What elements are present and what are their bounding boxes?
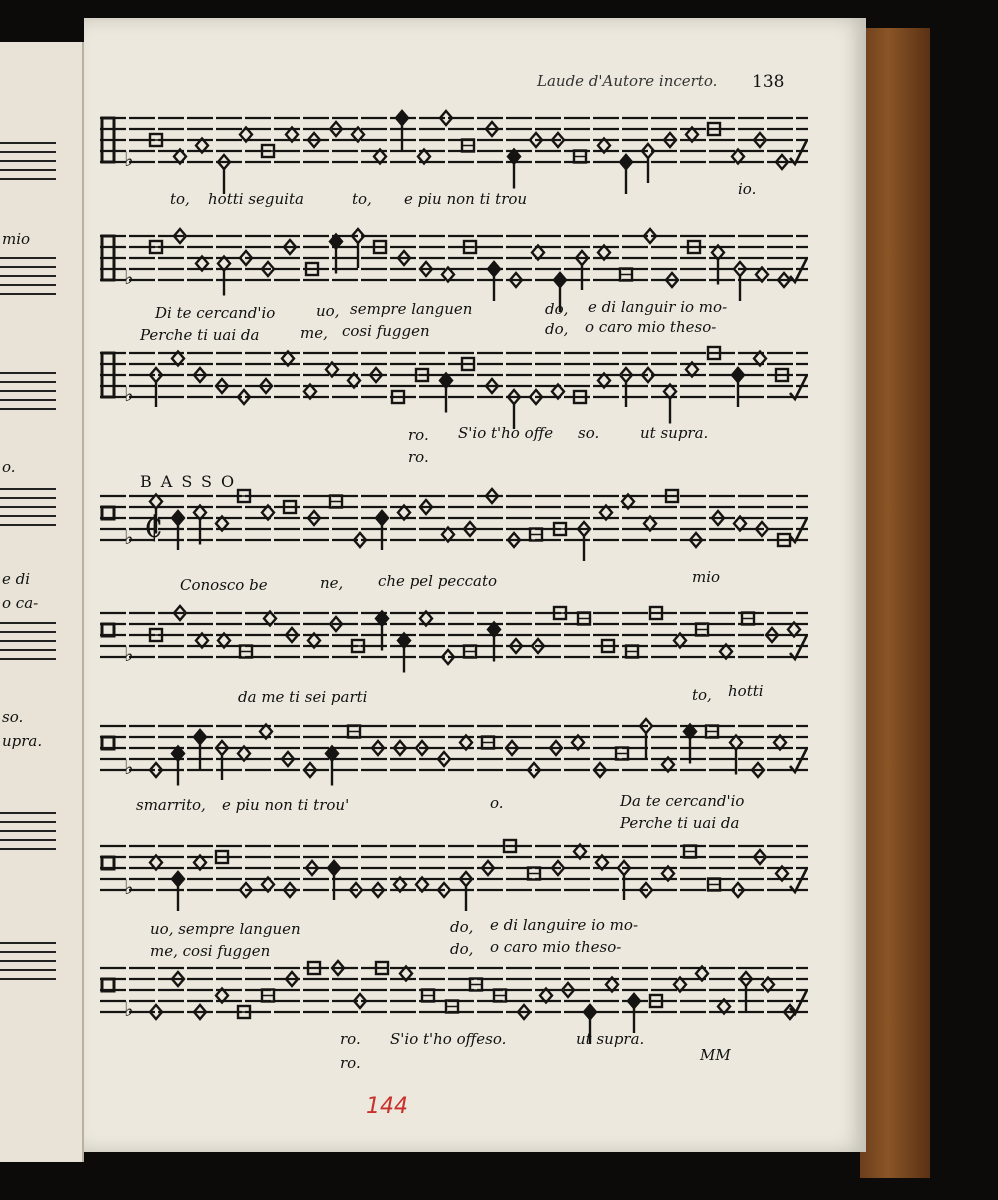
staff-system-4 [100,488,810,554]
flat-sign: ♭ [124,265,134,289]
minim-note [172,872,184,886]
lyric: da me ti sei parti [238,688,368,706]
flat-sign: ♭ [124,382,134,406]
staff-system-6 [100,718,810,784]
lyric: e piu non ti trou [404,190,528,208]
staff-svg [100,838,810,908]
staff-svg [100,718,810,788]
voice-label: BASSO [140,472,244,491]
lyric: e piu non ti trou' [222,796,350,814]
minim-note [628,994,640,1008]
lyric: hotti [728,682,764,700]
lyric: sempre languen [350,300,473,318]
lyric: S'io t'ho offe [458,424,554,442]
mensuration-sign: ₵ [144,510,164,545]
lyric: to, [170,190,190,208]
lyric: cosi fuggen [342,322,430,340]
lyric: mio [692,568,721,586]
staff-fragment [0,372,56,412]
minim-note [172,511,184,525]
left-lyric-3: e di [2,570,31,588]
lyric: che pel peccato [378,572,498,590]
staff-fragment [0,622,56,662]
lyric: do, [545,320,569,338]
staff-fragment [0,142,56,182]
lyric: Di te cercand'io [155,304,276,322]
lyric: ro. [408,448,429,466]
lyric: o caro mio theso- [490,938,622,956]
minim-note [584,1005,596,1019]
lyric: ro. [340,1054,361,1072]
left-lyric-6: upra. [2,732,43,750]
left-lyric-4: o ca- [2,594,39,612]
lyric: Conosco be [180,576,268,594]
lyric: ro. [408,426,429,444]
flat-sign: ♭ [124,875,134,899]
lyric: do, [450,940,474,958]
flat-sign: ♭ [124,525,134,549]
handwritten-folio-number: 144 [366,1094,408,1119]
left-lyric-1: mio [2,230,31,248]
lyric: to, [352,190,372,208]
lyric: io. [738,180,757,198]
lyric: to, [692,686,712,704]
staff-system-1 [100,110,810,176]
lyric: me, cosi fuggen [150,942,271,960]
lyric: o caro mio theso- [585,318,717,336]
staff-system-5 [100,605,810,671]
lyric: ro. [340,1030,361,1048]
staff-system-2 [100,228,810,294]
staff-svg [100,488,810,558]
flat-sign: ♭ [124,642,134,666]
left-lyric-5: so. [2,708,24,726]
lyric: uo, [316,302,340,320]
minim-note [732,368,744,382]
book-cover [860,28,930,1178]
left-page [0,42,84,1162]
flat-sign: ♭ [124,147,134,171]
lyric: hotti seguita [208,190,304,208]
staff-system-7 [100,838,810,904]
minim-note [554,273,566,287]
staff-fragment [0,812,56,852]
lyric: e di languir io mo- [588,298,728,316]
lyric: e di languire io mo- [490,916,639,934]
signature-mark: MM [700,1046,731,1064]
staff-system-8 [100,960,810,1026]
running-title: Laude d'Autore incerto. [537,72,718,90]
left-lyric-2: o. [2,458,16,476]
staff-fragment [0,488,56,528]
staff-fragment [0,942,56,982]
flat-sign: ♭ [124,997,134,1021]
staff-fragment [0,257,56,297]
staff-svg [100,110,810,180]
lyric: smarrito, [136,796,206,814]
staff-system-3 [100,345,810,411]
minim-note [620,155,632,169]
staff-svg [100,228,810,298]
minim-note [376,511,388,525]
lyric: Perche ti uai da [620,814,740,832]
lyric: S'io t'ho offeso. [390,1030,507,1048]
minim-note [396,111,408,125]
lyric: ne, [320,574,344,592]
lyric: uo, sempre languen [150,920,301,938]
staff-svg [100,605,810,675]
lyric: do, [545,300,569,318]
lyric: do, [450,918,474,936]
lyric: Da te cercand'io [620,792,745,810]
lyric: ut supra. [640,424,709,442]
lyric: so. [578,424,600,442]
lyric: o. [490,794,504,812]
staff-svg [100,345,810,415]
lyric: me, [300,324,328,342]
minim-note [194,730,206,744]
lyric: Perche ti uai da [140,326,260,344]
minim-note [488,262,500,276]
minim-note [328,861,340,875]
page-number: 138 [752,72,785,92]
lyric: ut supra. [576,1030,645,1048]
flat-sign: ♭ [124,755,134,779]
staff-svg [100,960,810,1030]
